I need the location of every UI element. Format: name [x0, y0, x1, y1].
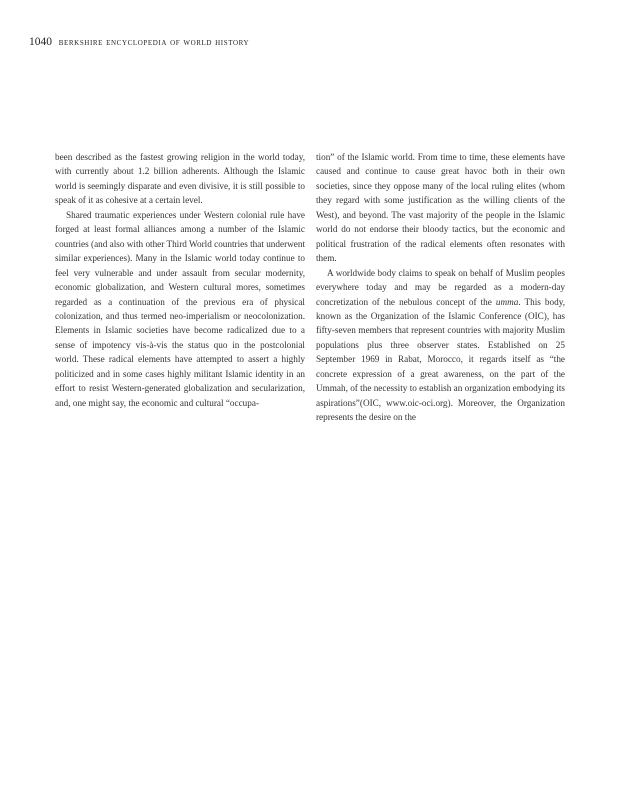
- running-head: [29, 36, 249, 48]
- right-paragraph-2-lead: A worldwide body claims to speak on behalf of Muslim peoples everywhere today and may be regarded as a modern-day concretization of the nebulous concept of the: [316, 267, 565, 307]
- right-column: [316, 150, 565, 425]
- right-paragraph-2-rest: . This body, known as the Organization of the Islamic Conference (OIC), has fifty-seven members that represent countries with majority Muslim populations plus three observer states. Established on 25 September 1969 in Rabat, Morocco, it regards itself as “the concrete expression of a great awareness, on the part of the Ummah, of the necessity to establish an organization embodying its aspirations”(OIC, www.oic-oci.org). Moreover, the Organization represents the desire on the: [316, 296, 565, 423]
- left-paragraph-1: been described as the fastest growing religion in the world today, with currently about 1.2 billion adherents. Although the Islamic world is seemingly disparate and even divisive, it is still possible to speak of it as cohesive at a certain level.: [55, 152, 305, 206]
- right-paragraph-2: [316, 266, 565, 425]
- right-paragraph-1: tion” of the Islamic world. From time to time, these elements have caused and continue to cause great havoc both in their own societies, since they oppose many of the local ruling elites (whom they regard with some justification as the willing clients of the West), and beyond. The vast majority of the people in the Islamic world do not endorse their bloody tactics, but the economic and political frustration of the radical elements often resonates with them.: [316, 152, 565, 264]
- umma-term: umma: [495, 296, 519, 307]
- left-paragraph-2: Shared traumatic experiences under Western colonial rule have forged at least formal alliances among a number of the Islamic countries (and also with other Third World countries that underwent similar experiences). Many in the Islamic world today continue to feel very vulnerable and under assault from secular modernity, economic globalization, and Western cultural mores, sometimes regarded as a continuation of the previous era of physical colonization, and thus termed neo-imperialism or neocolonization. Elements in Islamic societies have become radicalized due to a sense of impotency vis-à-vis the status quo in the postcolonial world. These radical elements have attempted to assert a highly politicized and in some cases highly militant Islamic identity in an effort to resist Western-generated globalization and secularization, and, one might say, the economic and cultural “occupa-: [55, 209, 305, 408]
- page-number: 1040: [29, 36, 52, 48]
- left-column: [55, 150, 305, 410]
- book-title: berkshire encyclopedia of world history: [58, 37, 250, 48]
